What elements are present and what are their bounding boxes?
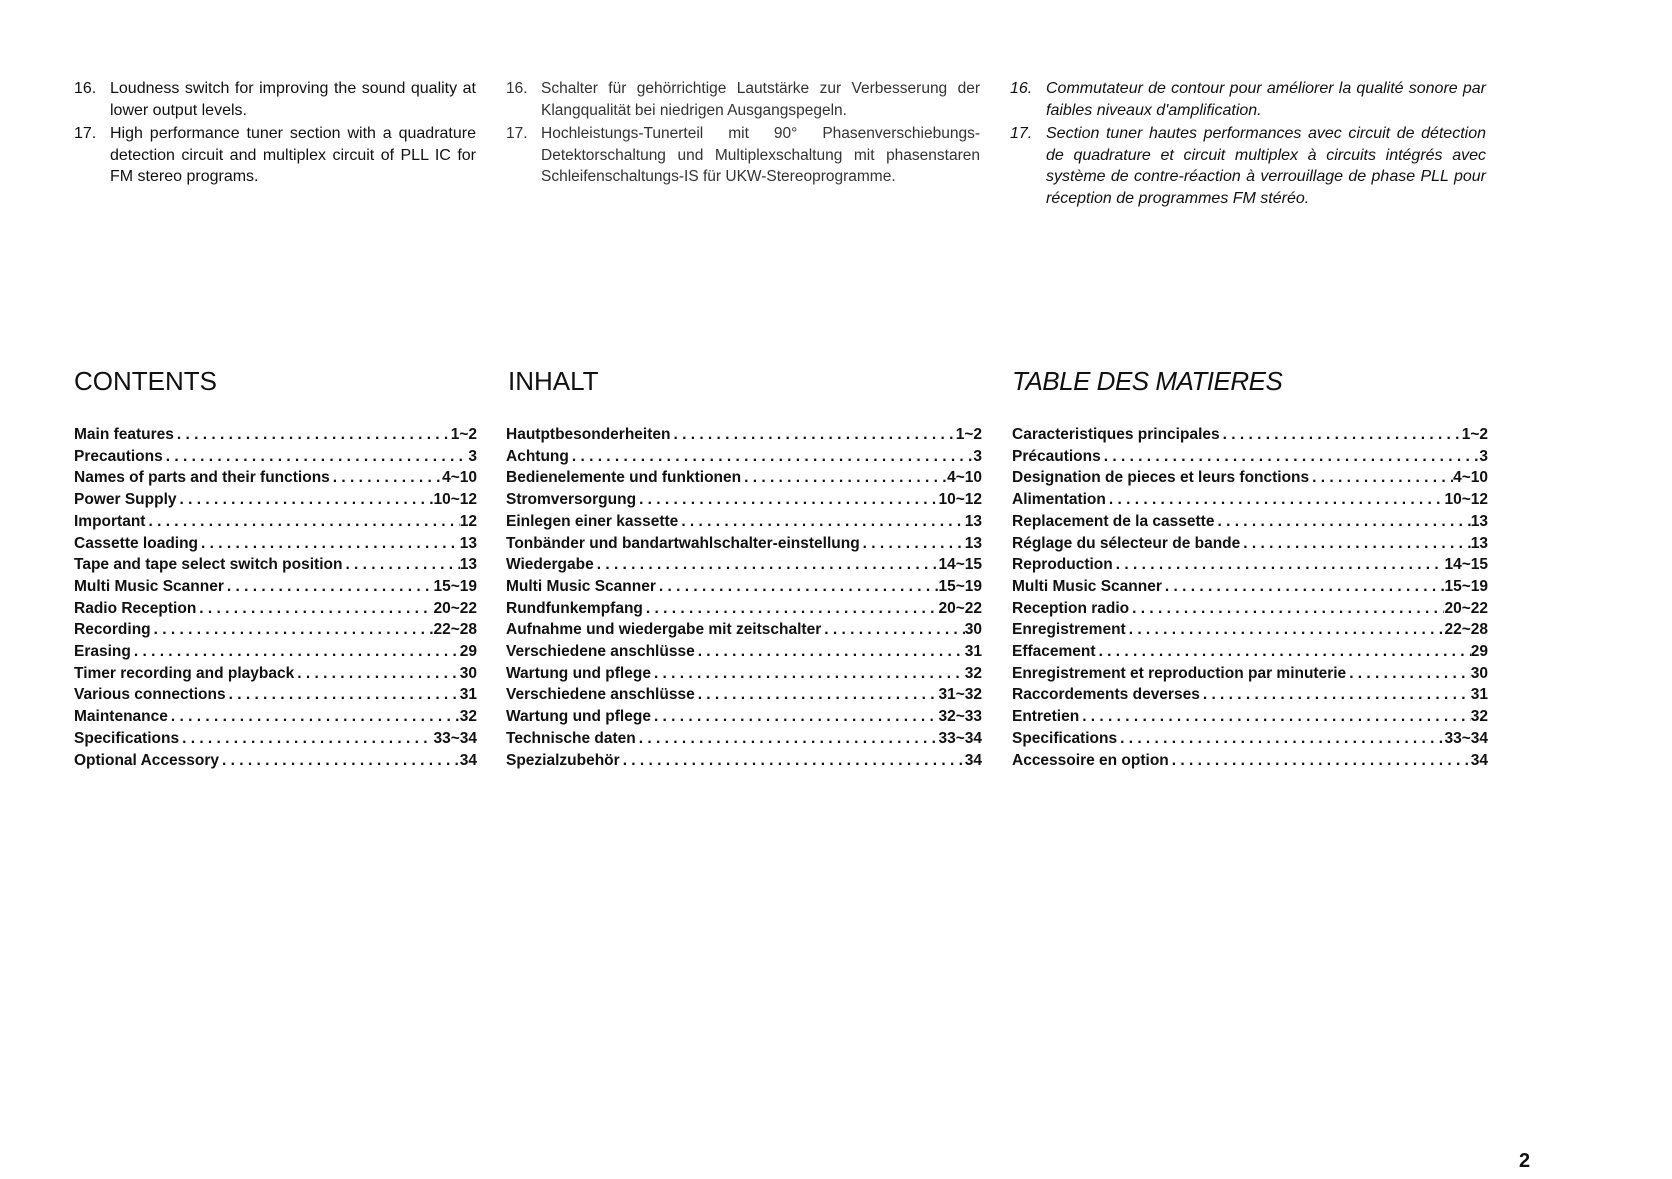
- toc-entry-title: Specifications: [74, 729, 180, 747]
- page-number: 2: [1519, 1150, 1531, 1172]
- toc-entry: [1012, 619, 1488, 641]
- toc-entry-pages: 4~10: [442, 469, 477, 487]
- feature-number: 16.: [506, 80, 528, 97]
- toc-entry: [506, 424, 982, 446]
- toc-entry-title: Erasing: [74, 643, 131, 661]
- toc-leader-dots: [651, 663, 965, 685]
- feature-item: [506, 123, 980, 188]
- toc-leader-dots: [145, 511, 459, 533]
- toc-entry-pages: 33~34: [1444, 729, 1488, 747]
- toc-entry-title: Timer recording and playback: [74, 664, 295, 682]
- toc-entry-title: Designation de pieces et leurs fonctions: [1012, 469, 1310, 487]
- toc-entry-title: Tonbänder und bandartwahlschalter-einstellung: [506, 534, 860, 552]
- toc-entry: [74, 424, 477, 446]
- toc-leader-dots: [174, 424, 451, 446]
- toc-entry: [506, 489, 982, 511]
- toc-entry: [506, 467, 982, 489]
- toc-entry-title: Einlegen einer kassette: [506, 512, 679, 530]
- toc-entry: [506, 728, 982, 750]
- toc-entry: [74, 663, 477, 685]
- toc-entry-pages: 34: [964, 751, 982, 769]
- toc-entry: [506, 663, 982, 685]
- feature-item: [506, 78, 980, 121]
- toc-french: [1012, 424, 1488, 771]
- toc-entry-pages: 13: [964, 534, 982, 552]
- toc-leader-dots: [1117, 728, 1444, 750]
- toc-leader-dots: [342, 554, 459, 576]
- toc-entry-title: Aufnahme und wiedergabe mit zeitschalter: [506, 621, 822, 639]
- toc-entry-pages: 22~28: [1444, 621, 1488, 639]
- toc-entry-title: Technische daten: [506, 729, 636, 747]
- toc-entry-pages: 32: [1470, 708, 1488, 726]
- toc-leader-dots: [198, 533, 460, 555]
- toc-entry-title: Replacement de la cassette: [1012, 512, 1215, 530]
- toc-leader-dots: [1346, 663, 1471, 685]
- toc-leader-dots: [636, 489, 938, 511]
- toc-entry: [74, 750, 477, 772]
- toc-entry-pages: 15~19: [938, 577, 982, 595]
- toc-entry-title: Achtung: [506, 447, 569, 465]
- toc-entry: [74, 446, 477, 468]
- toc-entry: [1012, 467, 1488, 489]
- toc-entry-pages: 4~10: [1453, 469, 1488, 487]
- toc-entry-title: Accessoire en option: [1012, 751, 1169, 769]
- toc-entry-title: Multi Music Scanner: [74, 577, 224, 595]
- toc-entry-pages: 1~2: [955, 426, 982, 443]
- toc-leader-dots: [151, 619, 434, 641]
- toc-entry-title: Reproduction: [1012, 556, 1113, 574]
- toc-entry-title: Enregistrement: [1012, 621, 1126, 639]
- toc-entry-pages: 10~12: [1444, 491, 1488, 509]
- toc-entry-title: Wiedergabe: [506, 556, 594, 574]
- feature-item: [1010, 123, 1486, 209]
- toc-entry-pages: 13: [459, 534, 477, 552]
- feature-number: 16.: [74, 80, 97, 97]
- toc-entry-pages: 3: [1479, 447, 1488, 465]
- toc-entry-title: Reception radio: [1012, 599, 1130, 617]
- toc-leader-dots: [678, 511, 964, 533]
- toc-leader-dots: [1079, 706, 1471, 728]
- toc-entry-pages: 22~28: [433, 621, 477, 639]
- toc-entry: [1012, 554, 1488, 576]
- toc-leader-dots: [651, 706, 939, 728]
- toc-entry-pages: 20~22: [1444, 599, 1488, 617]
- toc-leader-dots: [196, 598, 433, 620]
- toc-english: [74, 424, 477, 771]
- toc-leader-dots: [131, 641, 460, 663]
- toc-entry-pages: 29: [1470, 643, 1488, 661]
- toc-entry-pages: 31: [964, 643, 982, 661]
- toc-entry: [506, 533, 982, 555]
- toc-entry: [506, 554, 982, 576]
- toc-entry-pages: 30: [459, 664, 477, 682]
- toc-entry-pages: 32: [964, 664, 982, 682]
- toc-entry-pages: 1~2: [1461, 426, 1488, 443]
- toc-entry-pages: 15~19: [433, 577, 477, 595]
- toc-entry-title: Réglage du sélecteur de bande: [1012, 534, 1241, 552]
- toc-leader-dots: [569, 446, 974, 468]
- feature-item: [74, 123, 476, 188]
- toc-entry-pages: 10~12: [433, 491, 477, 509]
- feature-item: [1010, 78, 1486, 121]
- toc-entry-title: Effacement: [1012, 643, 1096, 661]
- toc-entry-pages: 32~33: [938, 708, 982, 726]
- toc-entry-title: Power Supply: [74, 491, 177, 509]
- toc-entry: [74, 511, 477, 533]
- toc-leader-dots: [656, 576, 939, 598]
- toc-entry: [74, 706, 477, 728]
- toc-entry-pages: 4~10: [947, 469, 982, 487]
- toc-entry: [74, 641, 477, 663]
- toc-entry-title: Radio Reception: [74, 599, 197, 617]
- toc-leader-dots: [294, 663, 460, 685]
- toc-entry-title: Multi Music Scanner: [1012, 577, 1162, 595]
- toc-entry: [74, 684, 477, 706]
- toc-entry-pages: 3: [973, 447, 982, 465]
- feature-text: Loudness switch for improving the sound quality at lower output levels.: [110, 80, 476, 119]
- toc-leader-dots: [1113, 554, 1445, 576]
- toc-entry-pages: 30: [1470, 664, 1488, 682]
- toc-entry-title: Precautions: [74, 447, 163, 465]
- toc-entry-title: Multi Music Scanner: [506, 577, 656, 595]
- toc-entry: [506, 706, 982, 728]
- toc-leader-dots: [1129, 598, 1444, 620]
- toc-entry-title: Bedienelemente und funktionen: [506, 469, 742, 487]
- toc-entry-pages: 14~15: [1444, 556, 1488, 574]
- toc-entry-pages: 34: [1470, 751, 1488, 769]
- toc-leader-dots: [695, 684, 939, 706]
- toc-german: [506, 424, 982, 771]
- toc-entry-pages: 13: [459, 556, 477, 574]
- toc-entry-pages: 32: [459, 708, 477, 726]
- features-german: [506, 78, 980, 188]
- toc-leader-dots: [224, 576, 434, 598]
- toc-leader-dots: [1240, 533, 1470, 555]
- feature-number: 17.: [74, 125, 97, 142]
- toc-entry-title: Maintenance: [74, 708, 168, 726]
- toc-entry: [1012, 533, 1488, 555]
- toc-entry-pages: 12: [459, 512, 477, 530]
- toc-entry-title: Stromversorgung: [506, 491, 637, 509]
- toc-entry-title: Caracteristiques principales: [1012, 426, 1220, 443]
- toc-entry: [506, 750, 982, 772]
- toc-entry-title: Main features: [74, 426, 174, 443]
- toc-leader-dots: [821, 619, 965, 641]
- toc-entry: [74, 576, 477, 598]
- toc-entry-title: Wartung und pflege: [506, 664, 651, 682]
- toc-leader-dots: [1126, 619, 1445, 641]
- feature-number: 16.: [1010, 80, 1033, 97]
- toc-entry-title: Cassette loading: [74, 534, 199, 552]
- toc-leader-dots: [643, 598, 939, 620]
- toc-entry-title: Entretien: [1012, 708, 1080, 726]
- toc-entry-title: Verschiedene anschlüsse: [506, 686, 695, 704]
- toc-leader-dots: [1106, 489, 1445, 511]
- toc-entry: [1012, 663, 1488, 685]
- toc-entry-title: Important: [74, 512, 146, 530]
- toc-entry: [506, 641, 982, 663]
- toc-leader-dots: [594, 554, 939, 576]
- toc-leader-dots: [1309, 467, 1453, 489]
- toc-leader-dots: [1169, 750, 1471, 772]
- feature-text: Section tuner hautes performances avec circuit de détection de quadrature et circuit multiplex à circuits intégrés avec système de contre-réaction à verrouillage de phase PLL pour réception de programmes FM stéréo.: [1046, 125, 1486, 207]
- toc-leader-dots: [695, 641, 965, 663]
- toc-entry-pages: 13: [1470, 512, 1488, 530]
- toc-entry-pages: 34: [459, 751, 477, 769]
- toc-entry-title: Hautptbesonderheiten: [506, 426, 671, 443]
- toc-entry: [74, 619, 477, 641]
- toc-entry-title: Enregistrement et reproduction par minuterie: [1012, 664, 1347, 682]
- toc-entry: [1012, 684, 1488, 706]
- toc-entry: [74, 728, 477, 750]
- toc-leader-dots: [741, 467, 947, 489]
- toc-entry: [1012, 424, 1488, 446]
- toc-leader-dots: [179, 728, 433, 750]
- toc-entry-title: Optional Accessory: [74, 751, 220, 769]
- toc-leader-dots: [1096, 641, 1471, 663]
- toc-entry: [506, 684, 982, 706]
- toc-entry-pages: 15~19: [1444, 577, 1488, 595]
- toc-entry-pages: 31: [1470, 686, 1488, 704]
- toc-leader-dots: [860, 533, 965, 555]
- toc-leader-dots: [219, 750, 460, 772]
- toc-entry-pages: 31~32: [938, 686, 982, 704]
- toc-leader-dots: [330, 467, 442, 489]
- toc-entry-title: Verschiedene anschlüsse: [506, 643, 695, 661]
- toc-leader-dots: [177, 489, 434, 511]
- toc-entry-pages: 33~34: [938, 729, 982, 747]
- toc-leader-dots: [670, 424, 955, 446]
- toc-entry: [506, 598, 982, 620]
- feature-item: [74, 78, 476, 121]
- feature-text: Commutateur de contour pour améliorer la qualité sonore par faibles niveaux d'amplification.: [1046, 80, 1486, 119]
- toc-entry: [506, 619, 982, 641]
- toc-entry: [1012, 706, 1488, 728]
- feature-text: High performance tuner section with a quadrature detection circuit and multiplex circuit of PLL IC for FM stereo programs.: [110, 125, 476, 185]
- toc-entry: [1012, 511, 1488, 533]
- toc-entry-pages: 13: [1470, 534, 1488, 552]
- toc-entry-pages: 31: [459, 686, 477, 704]
- toc-leader-dots: [1200, 684, 1471, 706]
- feature-text: Hochleistungs-Tunerteil mit 90° Phasenverschiebungs-Detektorschaltung und Multiplexschaltung mit phasenstaren Schleifenschaltungs-IS für UKW-Stereoprogramme.: [541, 125, 980, 185]
- toc-entry: [74, 533, 477, 555]
- toc-entry-title: Rundfunkempfang: [506, 599, 643, 617]
- toc-entry-pages: 30: [964, 621, 982, 639]
- toc-entry-pages: 14~15: [938, 556, 982, 574]
- toc-entry-title: Various connections: [74, 686, 226, 704]
- toc-leader-dots: [636, 728, 939, 750]
- contents-title-german: INHALT: [508, 366, 599, 396]
- toc-entry: [1012, 489, 1488, 511]
- toc-entry-pages: 20~22: [433, 599, 477, 617]
- features-english: [74, 78, 476, 188]
- toc-entry-title: Names of parts and their functions: [74, 469, 330, 487]
- toc-entry: [506, 511, 982, 533]
- toc-entry-title: Specifications: [1012, 729, 1118, 747]
- toc-leader-dots: [1214, 511, 1470, 533]
- toc-entry: [74, 489, 477, 511]
- toc-entry-title: Alimentation: [1012, 491, 1106, 509]
- contents-title-french: TABLE DES MATIERES: [1012, 366, 1283, 396]
- toc-entry-pages: 10~12: [938, 491, 982, 509]
- toc-leader-dots: [1162, 576, 1445, 598]
- toc-leader-dots: [226, 684, 460, 706]
- toc-entry: [1012, 598, 1488, 620]
- toc-entry: [1012, 728, 1488, 750]
- toc-entry-pages: 29: [459, 643, 477, 661]
- toc-entry-pages: 33~34: [433, 729, 477, 747]
- toc-entry-title: Précautions: [1012, 447, 1101, 465]
- feature-number: 17.: [1010, 125, 1033, 142]
- toc-leader-dots: [163, 446, 469, 468]
- toc-entry-title: Tape and tape select switch position: [74, 556, 343, 574]
- toc-entry: [74, 554, 477, 576]
- feature-text: Schalter für gehörrichtige Lautstärke zur Verbesserung der Klangqualität bei niedrigen Ausgangspegeln.: [541, 80, 980, 119]
- contents-title-english: CONTENTS: [74, 366, 217, 396]
- toc-entry-title: Spezialzubehör: [506, 751, 620, 769]
- toc-leader-dots: [620, 750, 965, 772]
- toc-entry-pages: 13: [964, 512, 982, 530]
- toc-entry: [506, 446, 982, 468]
- feature-number: 17.: [506, 125, 528, 142]
- toc-leader-dots: [168, 706, 460, 728]
- toc-entry-pages: 20~22: [938, 599, 982, 617]
- toc-entry-title: Recording: [74, 621, 151, 639]
- toc-entry-pages: 3: [468, 447, 477, 465]
- features-french: [1010, 78, 1486, 209]
- toc-entry: [1012, 446, 1488, 468]
- toc-leader-dots: [1101, 446, 1480, 468]
- toc-entry: [506, 576, 982, 598]
- toc-entry-title: Wartung und pflege: [506, 708, 651, 726]
- toc-leader-dots: [1220, 424, 1462, 446]
- toc-entry-pages: 1~2: [450, 426, 477, 443]
- toc-entry: [1012, 576, 1488, 598]
- toc-entry: [1012, 641, 1488, 663]
- toc-entry: [1012, 750, 1488, 772]
- toc-entry-title: Raccordements deverses: [1012, 686, 1200, 704]
- toc-entry: [74, 467, 477, 489]
- toc-entry: [74, 598, 477, 620]
